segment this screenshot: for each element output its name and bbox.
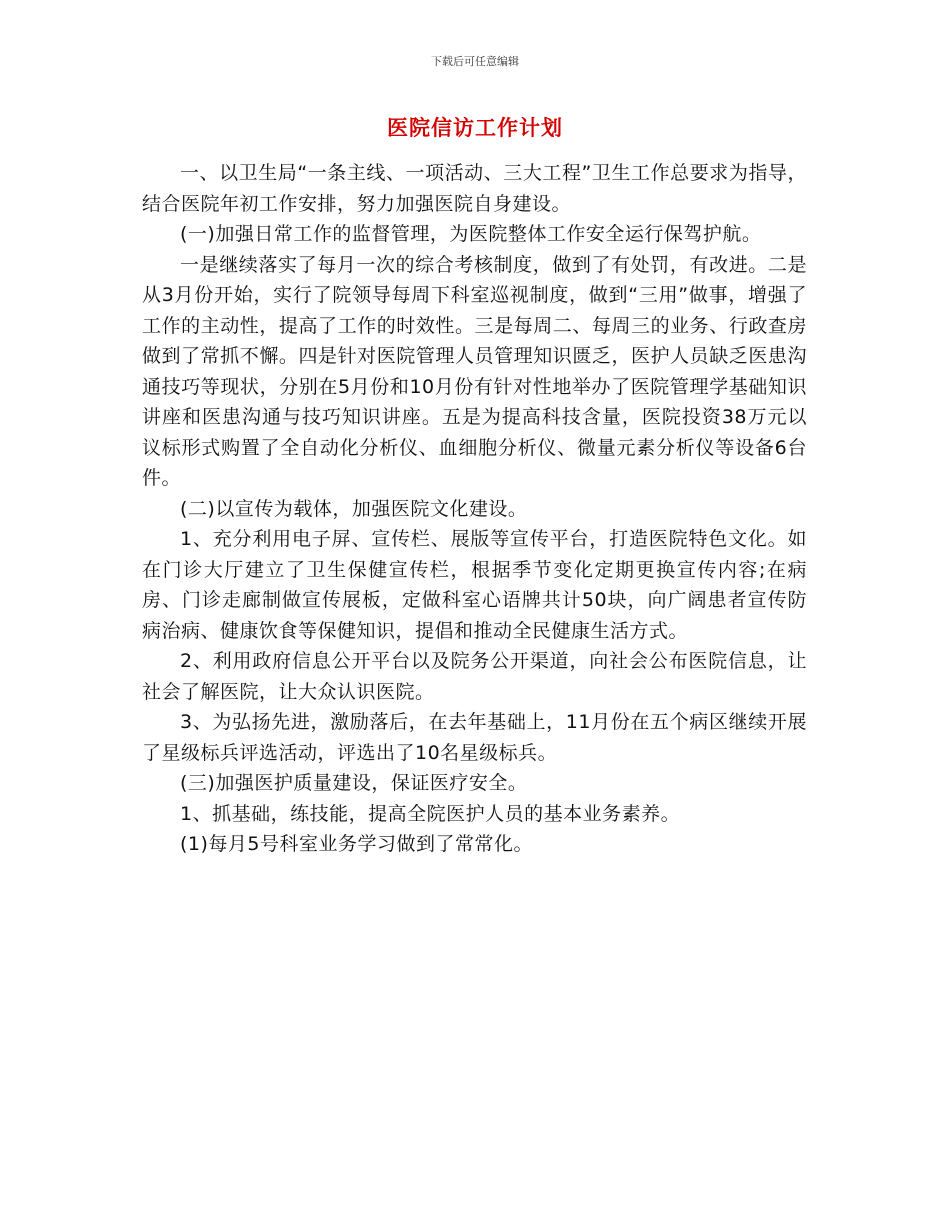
paragraph: 1、抓基础，练技能，提高全院医护人员的基本业务素养。 xyxy=(180,802,681,825)
document-body xyxy=(142,158,807,860)
paragraph: 3、为弘扬先进，激励落后，在去年基础上，11月份在五个病区继续开展了星级标兵评选活动，评选出了10名星级标兵。 xyxy=(142,711,807,764)
paragraph: (二)以宣传为载体，加强医院文化建设。 xyxy=(180,497,528,520)
paragraph: 一是继续落实了每月一次的综合考核制度，做到了有处罚，有改进。二是从3月份开始，实行了院领导每周下科室巡视制度，做到“三用”做事，增强了工作的主动性，提高了工作的时效性。三是每周二、每周三的业务、行政查房做到了常抓不懈。四是针对医院管理人员管理知识匮乏，医护人员缺乏医患沟通技巧等现状，分别在5月份和10月份有针对性地举办了医院管理学基础知识讲座和医患沟通与技巧知识讲座。五是为提高科技含量，医院投资38万元以议标形式购置了全自动化分析仪、血细胞分析仪、微量元素分析仪等设备6台件。 xyxy=(142,253,807,489)
paragraph: 一、以卫生局“一条主线、一项活动、三大工程”卫生工作总要求为指导，结合医院年初工作安排，努力加强医院自身建设。 xyxy=(142,162,807,215)
document-title: 医院信访工作计划 xyxy=(387,116,563,140)
paragraph: 2、利用政府信息公开平台以及院务公开渠道，向社会公布医院信息，让社会了解医院，让大众认识医院。 xyxy=(142,650,807,703)
paragraph: (1)每月5号科室业务学习做到了常常化。 xyxy=(180,833,534,855)
paragraph: (一)加强日常工作的监督管理，为医院整体工作安全运行保驾护航。 xyxy=(180,223,762,245)
paragraph: 1、充分利用电子屏、宣传栏、展版等宣传平台，打造医院特色文化。如在门诊大厅建立了卫生保健宣传栏，根据季节变化定期更换宣传内容;在病房、门诊走廊制做宣传展板，定做科室心语牌共计50块，向广阔患者宣传防病治病、健康饮食等保健知识，提倡和推动全民健康生活方式。 xyxy=(142,528,807,642)
paragraph: (三)加强医护质量建设，保证医疗安全。 xyxy=(180,772,528,794)
header-note: 下载后可任意编辑 xyxy=(431,55,519,68)
